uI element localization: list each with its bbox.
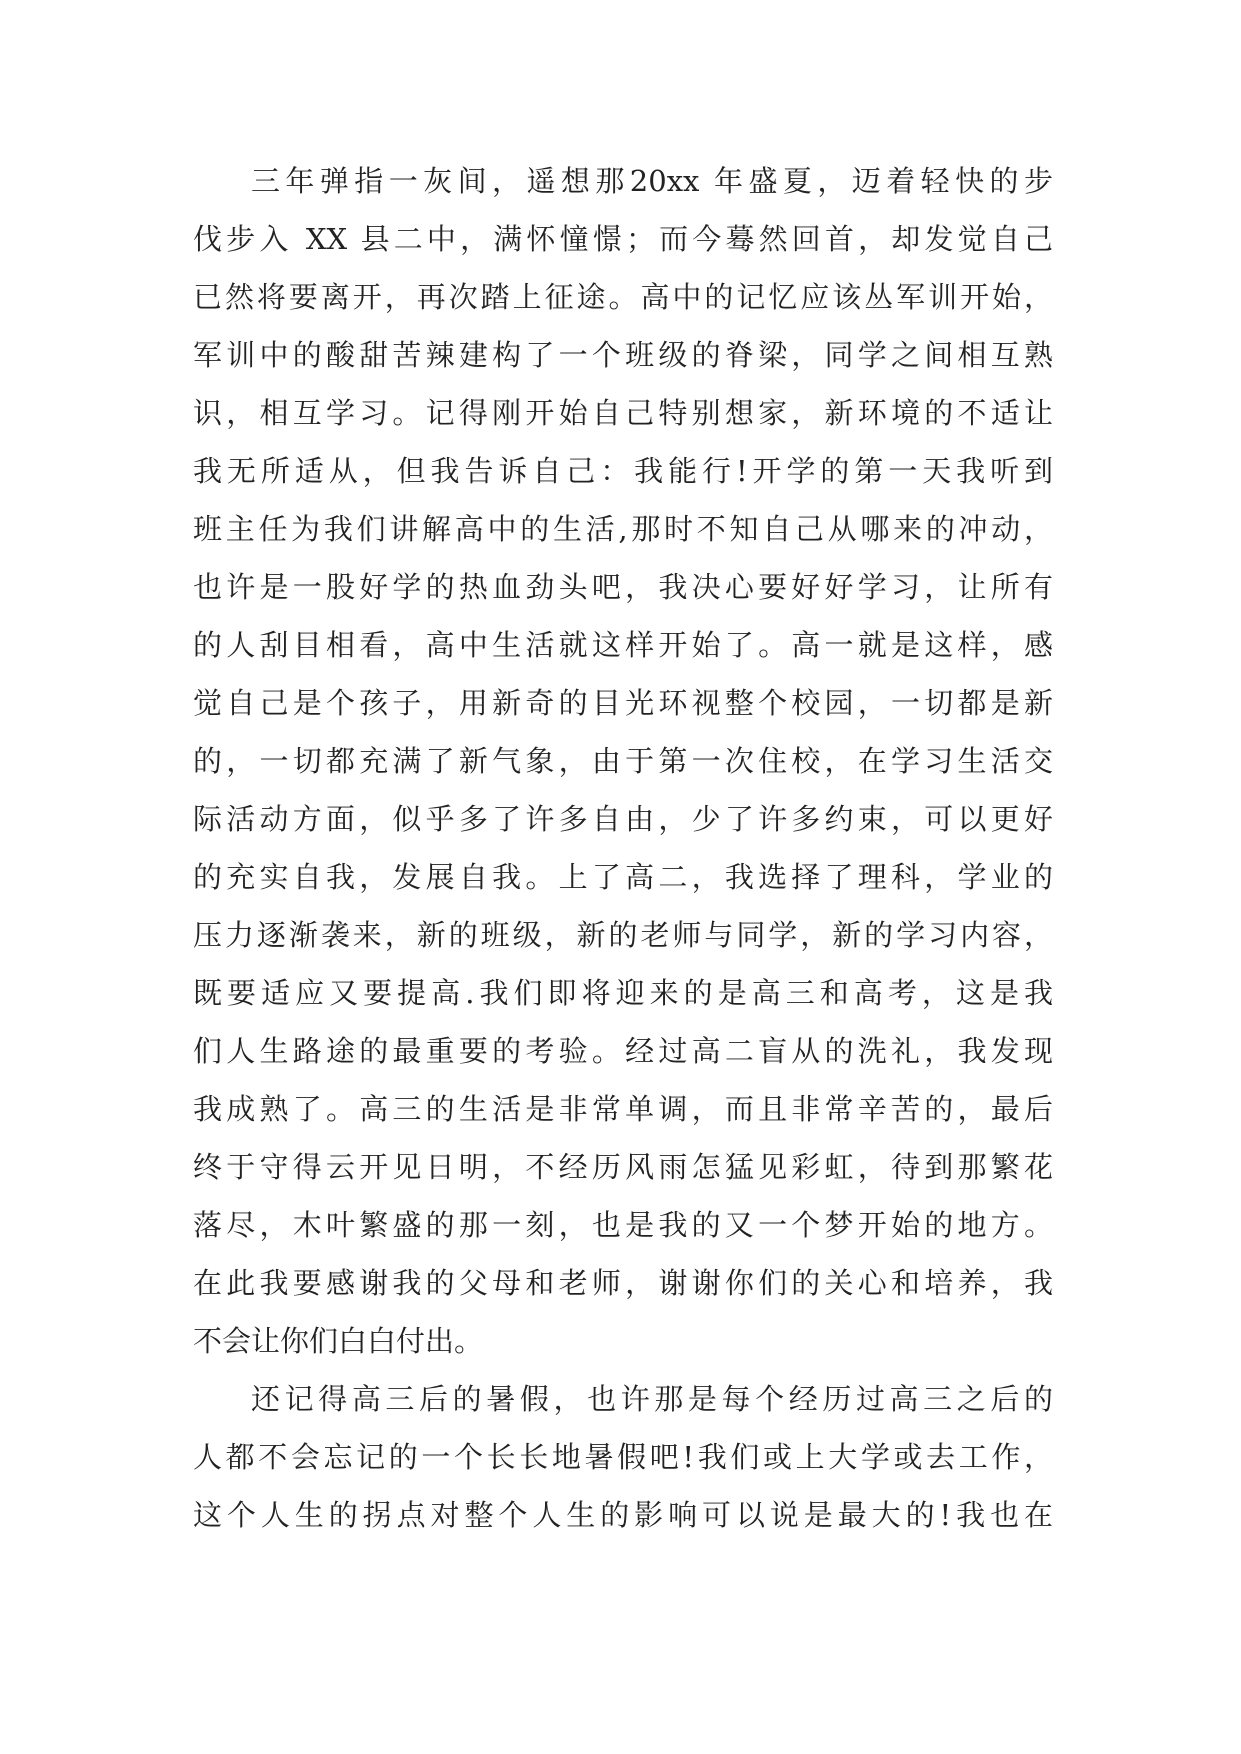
text-line: 终于守得云开见日明，不经历风雨怎猛见彩虹，待到那繁花 [193,1150,1053,1184]
text-line: 还记得高三后的暑假，也许那是每个经历过高三之后的 [251,1382,1053,1416]
text-line: 的，一切都充满了新气象，由于第一次住校，在学习生活交 [193,744,1053,778]
text-line: 既要适应又要提高.我们即将迎来的是高三和高考，这是我 [193,976,1053,1010]
text-line: 已然将要离开，再次踏上征途。高中的记忆应该丛军训开始， [193,280,1053,314]
text-line: 觉自己是个孩子，用新奇的目光环视整个校园，一切都是新 [193,686,1053,720]
body-text [193,152,1053,1544]
text-line: 我成熟了。高三的生活是非常单调，而且非常辛苦的，最后 [193,1092,1053,1126]
text-line: 我无所适从，但我告诉自己：我能行!开学的第一天我听到 [193,454,1053,488]
text-line: 人都不会忘记的一个长长地暑假吧!我们或上大学或去工作， [193,1440,1053,1474]
text-line: 的充实自我，发展自我。上了高二，我选择了理科，学业的 [193,860,1053,894]
text-line: 不会让你们白白付出。 [193,1324,484,1358]
text-line: 识，相互学习。记得刚开始自己特别想家，新环境的不适让 [193,396,1053,430]
text-line: 三年弹指一灰间，遥想那20xx 年盛夏，迈着轻快的步 [251,164,1053,198]
text-line: 班主任为我们讲解高中的生活,那时不知自己从哪来的冲动， [193,512,1053,546]
text-line: 军训中的酸甜苦辣建构了一个班级的脊梁，同学之间相互熟 [193,338,1053,372]
text-line: 伐步入 XX 县二中，满怀憧憬；而今蓦然回首，却发觉自己 [193,222,1053,256]
text-line: 们人生路途的最重要的考验。经过高二盲从的洗礼，我发现 [193,1034,1053,1068]
text-line: 在此我要感谢我的父母和老师，谢谢你们的关心和培养，我 [193,1266,1053,1300]
text-line: 这个人生的拐点对整个人生的影响可以说是最大的!我也在 [193,1498,1053,1532]
paragraph-1 [193,152,1053,1370]
paragraph-2 [193,1370,1053,1544]
text-line: 也许是一股好学的热血劲头吧，我决心要好好学习，让所有 [193,570,1053,604]
text-line: 落尽，木叶繁盛的那一刻，也是我的又一个梦开始的地方。 [193,1208,1053,1242]
text-line: 的人刮目相看，高中生活就这样开始了。高一就是这样，感 [193,628,1053,662]
text-line: 压力逐渐袭来，新的班级，新的老师与同学，新的学习内容， [193,918,1053,952]
text-line: 际活动方面，似乎多了许多自由，少了许多约束，可以更好 [193,802,1053,836]
